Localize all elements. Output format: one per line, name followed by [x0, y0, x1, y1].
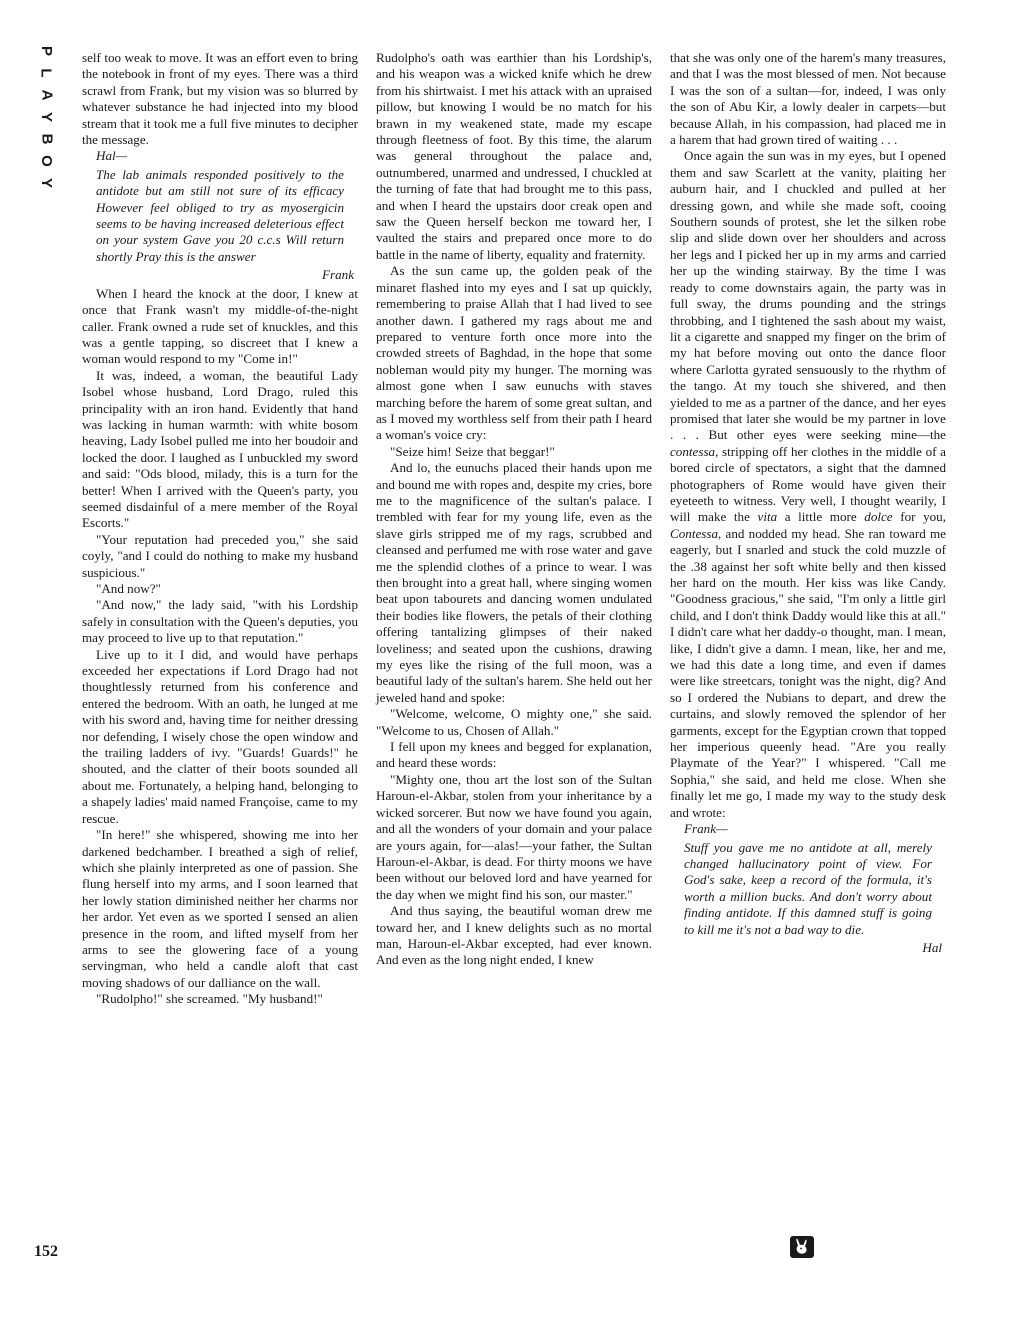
paragraph: When I heard the knock at the door, I knew at once that Frank wasn't my middle-of-the-night caller. Frank owned a rude set of knuckles, and this was a gentle tapping, so discreet that I knew a woman would respond to my "Come in!" — [82, 285, 358, 367]
paragraph: "And now?" — [96, 581, 161, 596]
italic-word: Contessa — [670, 525, 719, 541]
italic-word: vita — [757, 509, 778, 525]
running-head — [34, 42, 58, 192]
note-body: Stuff you gave me no antidote at all, merely changed hallucinatory point of view. For God's sake, keep a record of the formula, it's worth a million bucks. And don't worry about finding antidote. If this damned stuff is going to kill me it's not a bad way to die. — [684, 839, 932, 937]
text-column-3 — [670, 50, 946, 958]
running-head-letter: Y — [37, 111, 55, 123]
paragraph — [670, 148, 946, 821]
paragraph: "Welcome, welcome, O mighty one," she said. "Welcome to us, Chosen of Allah." — [376, 706, 652, 738]
text-run: , and nodded my head. She ran toward me eagerly, but I snarled and stuck the cold muzzle of the .38 against her soft white belly and then kissed her hard on the mouth. Her kiss was like Candy. "Goodness gracious," she said, "I'm only a little girl child, and I don't think Daddy would like this at all." I didn't care what her daddy-o thought, man. I mean, like, I didn't give a damn. I mean, like, her and me, we had this date a long time, and even if dames were like streetcars, tonight was the night, dig? And so I ordered the Nubians to depart, and drew the curtains, and slowly removed the splendor of her garments, except for the Egyptian crown that topped her imperious queenly head. "Are you really Playmate of the Year?" I whispered. "Call me Sophia," she said, and held me close. When she finally let me go, I made my way to the study desk and wrote: — [670, 525, 946, 820]
running-head-letter: A — [38, 89, 55, 101]
text-column-1 — [82, 50, 358, 1008]
paragraph: I fell upon my knees and begged for explanation, and heard these words: — [376, 739, 652, 771]
paragraph: that she was only one of the harem's many treasures, and that I was the most blessed of men. Not because I was the son of a sultan—for, indeed, I was only the son of Abu Kir, a lowly dealer in carpets—but because Allah, in his compassion, had placed me in a harem that had grown tired of waiting . . . — [670, 50, 946, 148]
paragraph: "Mighty one, thou art the lost son of the Sultan Haroun-el-Akbar, stolen from your inheritance by a wicked sorcerer. But now we have found you again, and all the wonders of your domain and your palace are yours again, for—alas!—your father, the Sultan Haroun-el-Akbar, is dead. For thirty moons we have been without our beloved lord and have yearned for the day when we might find his son, our master." — [376, 771, 652, 902]
running-head-letter: B — [38, 133, 55, 145]
running-head-letter: L — [37, 68, 55, 78]
page-number: 152 — [34, 1243, 58, 1260]
paragraph: "Your reputation had preceded you," she said coyly, "and I could do nothing to make my husband suspicious." — [82, 531, 358, 580]
italic-word: dolce — [864, 509, 893, 525]
paragraph: Live up to it I did, and would have perhaps exceeded her expectations if Lord Drago had not thoughtlessly returned from his conference and entered the bedroom. With an oath, he lunged at me with his sword and, having time for neither dressing nor defending, I wisely chose the open window and the trailing ladders of ivy. "Guards! Guards!" he shouted, and the clatter of their boots sounded all about me. Fortunately, a helping hand, belonging to a shapely ladies' maid named Françoise, came to my rescue. — [82, 646, 358, 826]
text-run: Once again the sun was in my eyes, but I opened them and saw Scarlett at the vanity, plaiting her auburn hair, and I chuckled and pulled at her dressing gown, and while she made soft, cooing Southern sounds of protest, she let the silken robe slip and slide down over her shoulders and across her legs and I picked her up in my arms and carried her up the winding stairway. By the time I was ready to come downstairs again, the party was in full sway, the drums pounding and the strings throbbing, and I tightened the sash about my waist, lit a cigarette and snapped my finger on the brim of my hat before moving out onto the dance floor where Carlotta gyrated sensuously to the rhythm of the tango. At my touch she shivered, and then yielded to me as a partner of the dance, and her eyes promised that later she would be my partner in love . . . But other eyes were seeking mine—the — [670, 148, 946, 443]
paragraph: "Seize him! Seize that beggar!" — [390, 443, 555, 459]
italic-word: contessa — [670, 443, 716, 459]
note-body: The lab animals responded positively to the antidote but am still not sure of its efficacy However feel obliged to try as myosergicin seems to be having increased deleterious effect on your system Gave you 20 c.c.s Will return shortly Pray this is the answer — [96, 166, 344, 264]
text-run: a little more — [777, 509, 865, 525]
note-signature: Hal — [922, 939, 942, 955]
text-run: for you, — [892, 509, 946, 525]
paragraph: "Rudolpho!" she screamed. "My husband!" — [96, 991, 323, 1007]
running-head-letter: Y — [37, 177, 55, 189]
running-head-letter: P — [37, 45, 55, 57]
paragraph: And thus saying, the beautiful woman drew me toward her, and I knew delights such as no mortal man, Haroun-el-Akbar excepted, had ever known. And even as the long night ended, I knew — [376, 903, 652, 968]
rabbit-head-icon — [790, 1236, 814, 1258]
note-salutation: Hal— — [96, 148, 128, 164]
paragraph: self too weak to move. It was an effort even to bring the notebook in front of my eyes. There was a third scrawl from Frank, but my vision was so blurred by whatever substance he had injected into my blood stream that it took me a full five minutes to decipher the message. — [82, 50, 358, 148]
note-signature: Frank — [322, 267, 354, 283]
paragraph: It was, indeed, a woman, the beautiful Lady Isobel whose husband, Lord Drago, ruled this principality with an iron hand. Evidently that hand was lacking in human warmth: with white bosom heaving, Lady Isobel pulled me into her boudoir and locked the door. I laughed as I unbuckled my sword and said: "Ods blood, milady, this is a turn for the better! When I arrived with the Queen's party, you seemed disdainful of a mere member of the Royal Escorts." — [82, 367, 358, 531]
running-head-letter: O — [37, 155, 55, 167]
paragraph: "And now," the lady said, "with his Lordship safely in consultation with the Queen's deputies, you may proceed to live up to that reputation." — [82, 597, 358, 646]
paragraph: As the sun came up, the golden peak of the minaret flashed into my eyes and I sat up quickly, remembering to praise Allah that I had lived to see another dawn. I gathered my rags about me and prepared to venture forth once more into the crowded streets of Baghdad, in the hope that some nobleman would pity my hunger. The morning was almost gone when I saw eunuchs with staves marching before the harem of some great sultan, and as I moved my worthless self from their path I heard a woman's voice cry: — [376, 263, 652, 443]
paragraph: "In here!" she whispered, showing me into her darkened bedchamber. I breathed a sigh of relief, which she plainly interpreted as one of passion. She flung herself into my arms, and I soon learned that her lowly station diminished neither her charms nor her ardor. Yet even as we sported I sensed an alien presence in the room, and lifted myself from her arms to see the glowering face of a young servingman, who held a candle aloft that cast moving shadows of our dalliance on the wall. — [82, 827, 358, 990]
note-salutation: Frank— — [684, 821, 728, 837]
paragraph: Rudolpho's oath was earthier than his Lordship's, and his weapon was a wicked knife which he drew from his shirtwaist. I met his attack with an upraised pillow, but knowing I would be no match for his brawn in my weakened state, made my escape through fleetness of foot. By this time, the alarum was general throughout the palace and, outnumbered, unarmed and undressed, I chuckled at the turning of fate that had brought me to this pass, and when I heard the upstairs door creak open and saw the Queen herself beckon me toward her, I vaulted the stairs and prepared once more to do battle in the name of liberty, equality and fraternity. — [376, 50, 652, 262]
text-column-2 — [376, 50, 652, 969]
paragraph: And lo, the eunuchs placed their hands upon me and bound me with ropes and, despite my cries, bore me to the magnificence of the sultan's palace. I trembled with fear for my young life, even as the slave girls stripped me of my rags, scrubbed and cleansed and perfumed me with rose water and gave me the splendid clothes of a prince to wear. I was then brought into a great hall, where singing women beat upon tabourets and dancing women undulated their bodies like flowers, the petals of their clothing offering tantalizing glimpses of their naked loveliness; and seated upon the cushions, drawing my eyes like the rising of the full moon, was a beautiful lady of the sultan's harem. She held out her jeweled hand and spoke: — [376, 460, 652, 705]
text-run: , stripping off her clothes in the middle of a bored circle of spectators, a sight that the damned photographers of Rome would have given their eyeteeth to witness. Very well, I thought wearily, I will make the — [670, 443, 946, 525]
